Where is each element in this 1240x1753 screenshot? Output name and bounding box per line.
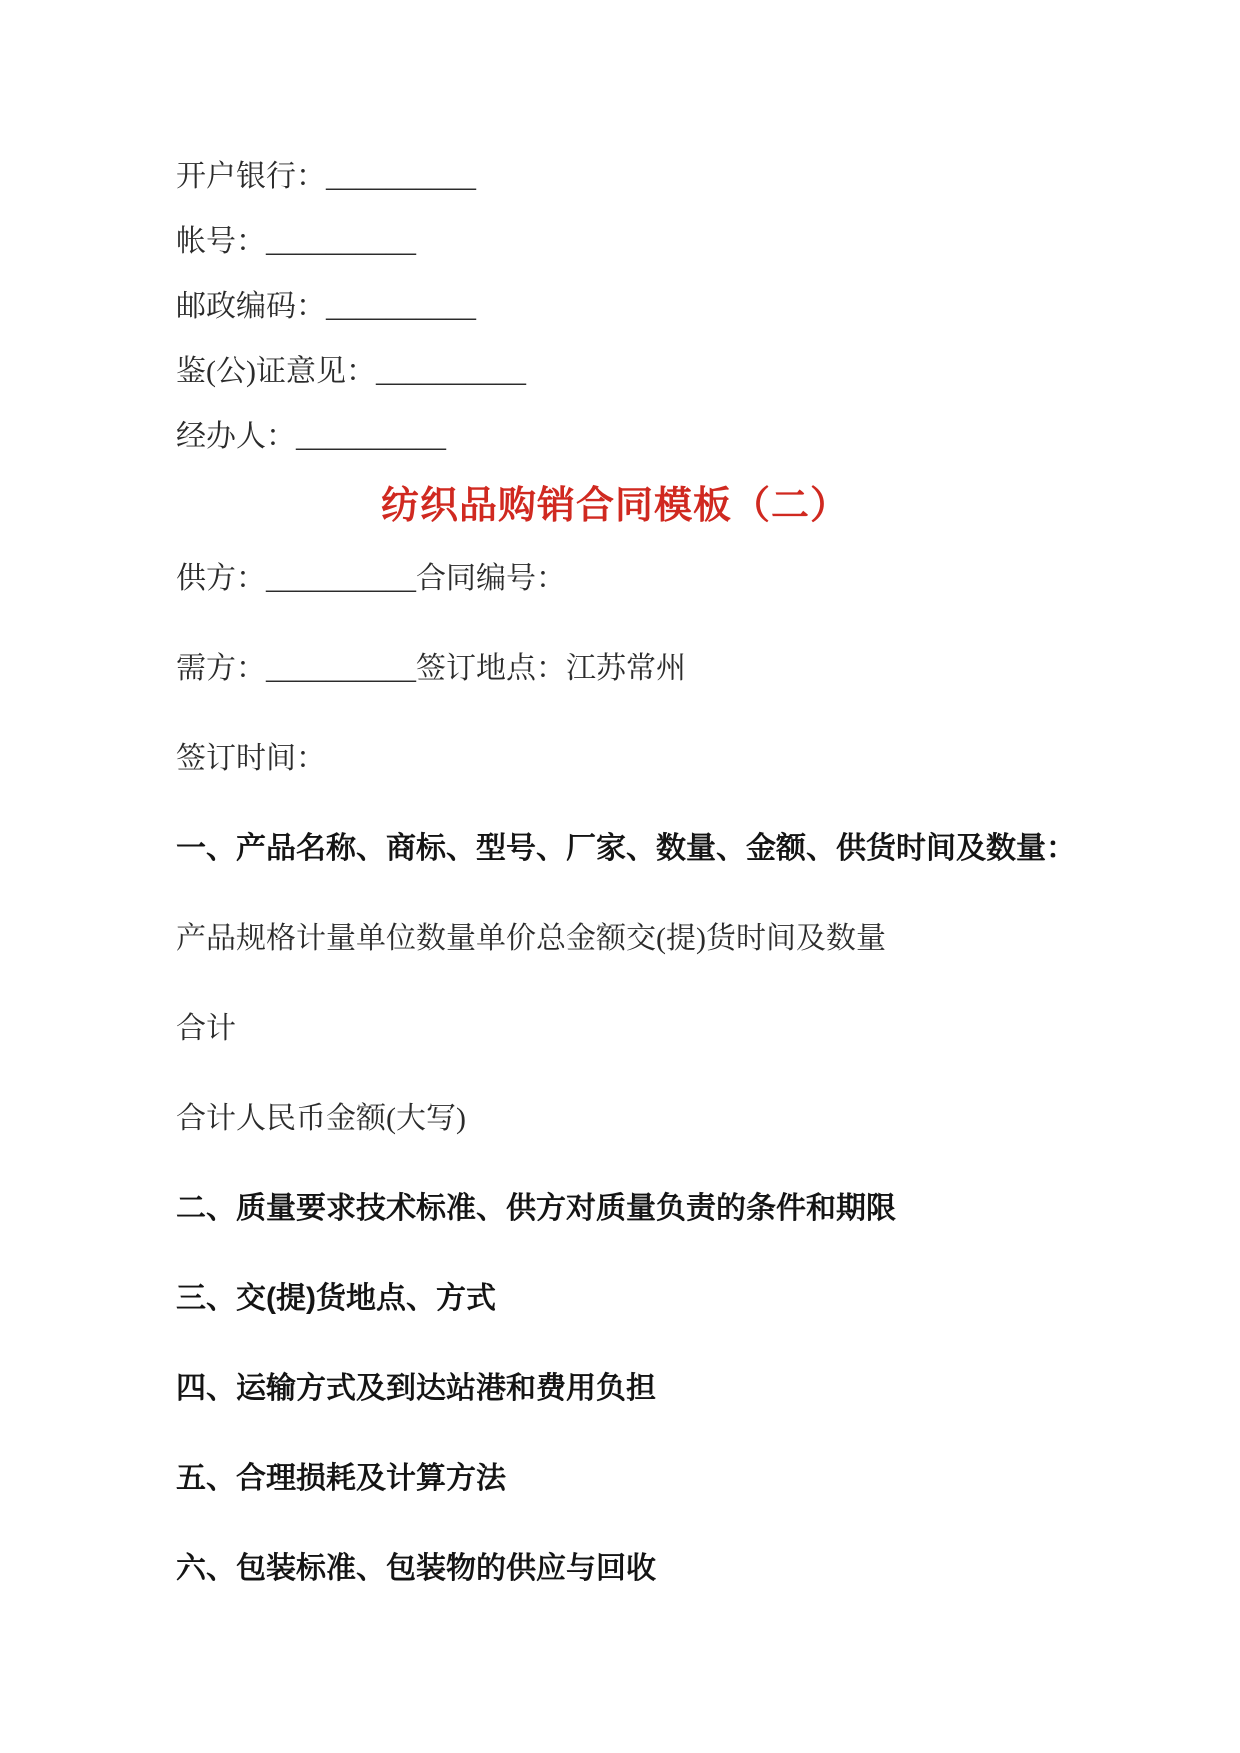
section-heading-6-packaging: 六、包装标准、包装物的供应与回收 [176,1552,656,1585]
section-heading-2-quality: 二、质量要求技术标准、供方对质量负责的条件和期限 [176,1192,896,1225]
line-supplier-contract-number: 供方：__________合同编号： [176,562,566,595]
page-title: 纺织品购销合同模板（二） [380,485,849,527]
field-handler: 经办人：__________ [176,420,446,453]
line-buyer-signing-place: 需方：__________签订地点：江苏常州 [176,652,686,685]
field-account-number: 帐号：__________ [176,225,416,258]
line-product-spec-table-header: 产品规格计量单位数量单价总金额交(提)货时间及数量 [176,922,886,955]
field-notarization-opinion: 鉴(公)证意见：__________ [176,355,526,388]
section-heading-5-loss-calculation: 五、合理损耗及计算方法 [176,1462,506,1495]
section-heading-4-transport: 四、运输方式及到达站港和费用负担 [176,1372,656,1405]
section-heading-1-product-details: 一、产品名称、商标、型号、厂家、数量、金额、供货时间及数量： [176,832,1076,865]
field-postal-code: 邮政编码：__________ [176,290,476,323]
line-signing-time: 签订时间： [176,742,326,775]
line-total-amount-in-words: 合计人民币金额(大写) [176,1102,466,1135]
field-bank-name: 开户银行：__________ [176,160,476,193]
line-total: 合计 [176,1012,236,1045]
section-heading-3-delivery: 三、交(提)货地点、方式 [176,1282,496,1315]
